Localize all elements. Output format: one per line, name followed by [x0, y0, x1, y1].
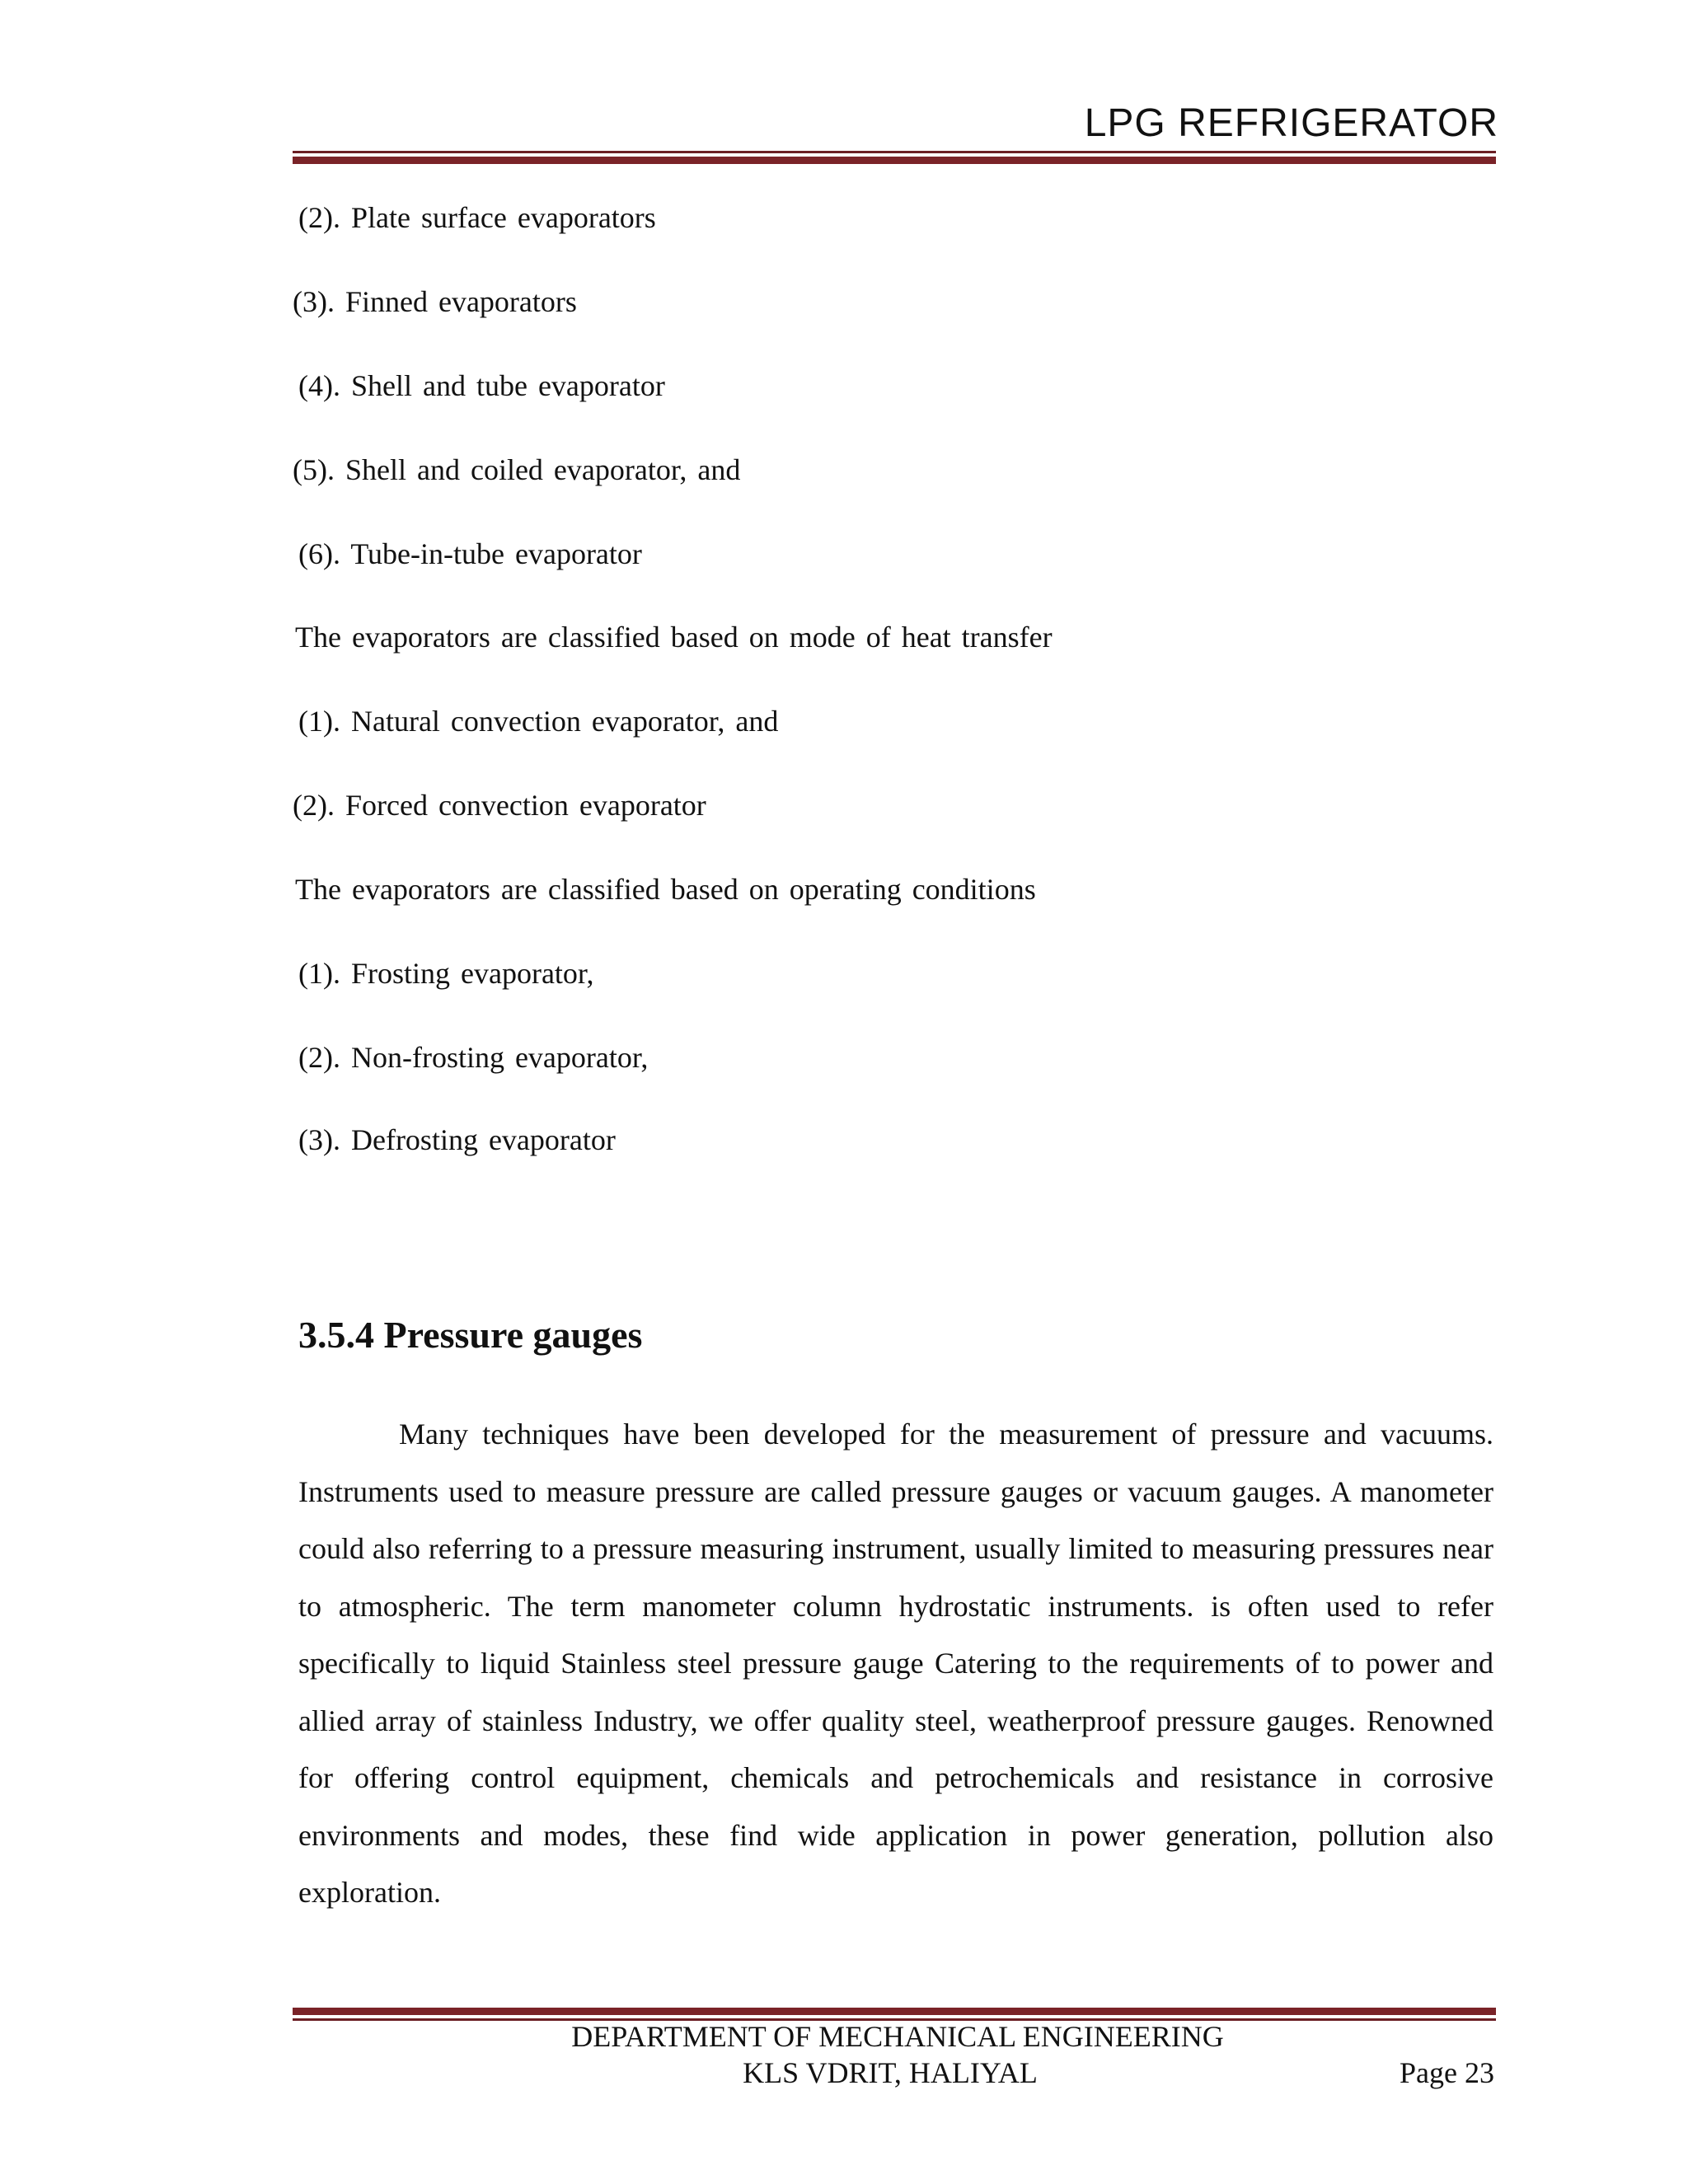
section-heading: 3.5.4 Pressure gauges [298, 1314, 643, 1356]
running-header-title: LPG REFRIGERATOR [1084, 101, 1498, 145]
classification-heading: The evaporators are classified based on operating conditions [295, 873, 1036, 906]
list-item: (6). Tube-in-tube evaporator [298, 537, 642, 570]
list-item: (1). Natural convection evaporator, and [298, 705, 779, 738]
list-item: (1). Frosting evaporator, [298, 957, 594, 990]
footer-department: DEPARTMENT OF MECHANICAL ENGINEERING [571, 2020, 1224, 2053]
classification-heading: The evaporators are classified based on mode of heat transfer [295, 621, 1053, 654]
list-item: (2). Non-frosting evaporator, [298, 1041, 649, 1074]
list-item: (5). Shell and coiled evaporator, and [293, 453, 741, 486]
list-item: (2). Forced convection evaporator [293, 789, 706, 822]
header-rule [293, 151, 1496, 164]
page-number: Page 23 [1400, 2056, 1494, 2089]
list-item: (4). Shell and tube evaporator [298, 369, 665, 402]
footer-institute: KLS VDRIT, HALIYAL [743, 2056, 1038, 2089]
list-item: (3). Defrosting evaporator [298, 1123, 616, 1156]
body-paragraph: Many techniques have been developed for the measurement of pressure and vacuums. Instruments used to measure pressure are called pressure gauges or vacuum gauges. A manometer could also referring to a pressure measuring instrument, usually limited to measuring pressures near to atmospheric. The term manometer column hydrostatic instruments. is often used to refer specifically to liquid Stainless steel pressure gauge Catering to the requirements of to power and allied array of stainless Industry, we offer quality steel, weatherproof pressure gauges. Renowned for offering control equipment, chemicals and petrochemicals and resistance in corrosive environments and modes, these find wide application in power generation, pollution also exploration. [298, 1418, 1493, 1909]
list-item: (3). Finned evaporators [293, 285, 577, 318]
list-item: (2). Plate surface evaporators [298, 201, 656, 234]
